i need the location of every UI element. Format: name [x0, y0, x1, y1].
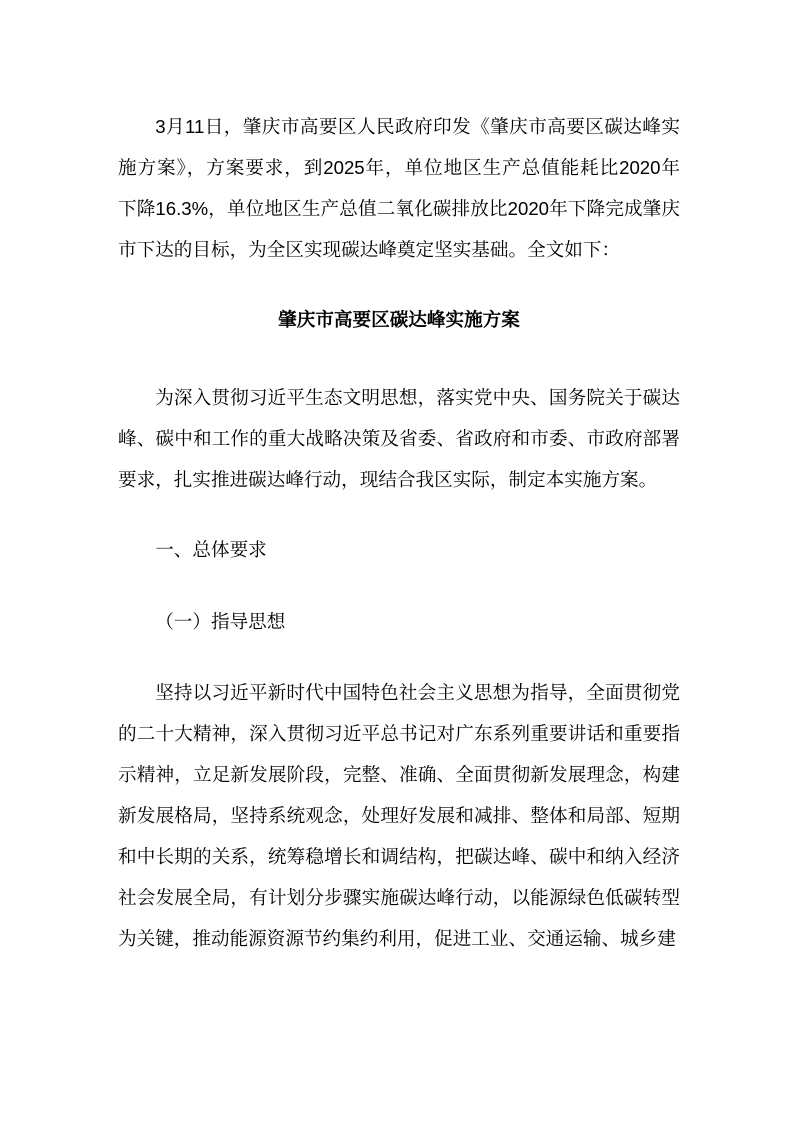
subsection-heading-guiding-ideology: （一）指导思想: [155, 611, 286, 632]
text-line: 施方案》，方案要求，到2025年，单位地区生产总值能耗比2020年: [118, 157, 680, 178]
paragraph-preamble: [118, 377, 680, 500]
paragraph-guiding-ideology: [118, 672, 680, 959]
text-line: 峰、碳中和工作的重大战略决策及省委、省政府和市委、市政府部署: [118, 428, 680, 449]
text-line: 下降16.3%，单位地区生产总值二氧化碳排放比2020年下降完成肇庆: [118, 198, 680, 219]
paragraph-intro: [118, 106, 680, 270]
text-line: 示精神，立足新发展阶段，完整、准确、全面贯彻新发展理念，构建: [118, 764, 680, 785]
text-line: 为深入贯彻习近平生态文明思想，落实党中央、国务院关于碳达: [155, 387, 680, 408]
section-heading-overall-requirements: 一、总体要求: [155, 539, 267, 560]
text-line: 的二十大精神，深入贯彻习近平总书记对广东系列重要讲话和重要指: [118, 723, 680, 744]
text-line: 要求，扎实推进碳达峰行动，现结合我区实际，制定本实施方案。: [118, 469, 658, 490]
text-line: 为关键，推动能源资源节约集约利用，促进工业、交通运输、城乡建: [118, 928, 676, 949]
text-line: 坚持以习近平新时代中国特色社会主义思想为指导，全面贯彻党: [155, 682, 680, 703]
document-content: [118, 106, 680, 959]
text-line: 新发展格局，坚持系统观念，处理好发展和减排、整体和局部、短期: [118, 805, 680, 826]
text-line: 和中长期的关系，统筹稳增长和调结构，把碳达峰、碳中和纳入经济: [118, 846, 680, 867]
text-line: 3月11日，肇庆市高要区人民政府印发《肇庆市高要区碳达峰实: [155, 116, 680, 137]
document-title: 肇庆市高要区碳达峰实施方案: [278, 309, 520, 330]
text-line: 社会发展全局，有计划分步骤实施碳达峰行动，以能源绿色低碳转型: [118, 887, 680, 908]
text-line: 市下达的目标，为全区实现碳达峰奠定坚实基础。全文如下：: [118, 239, 621, 260]
